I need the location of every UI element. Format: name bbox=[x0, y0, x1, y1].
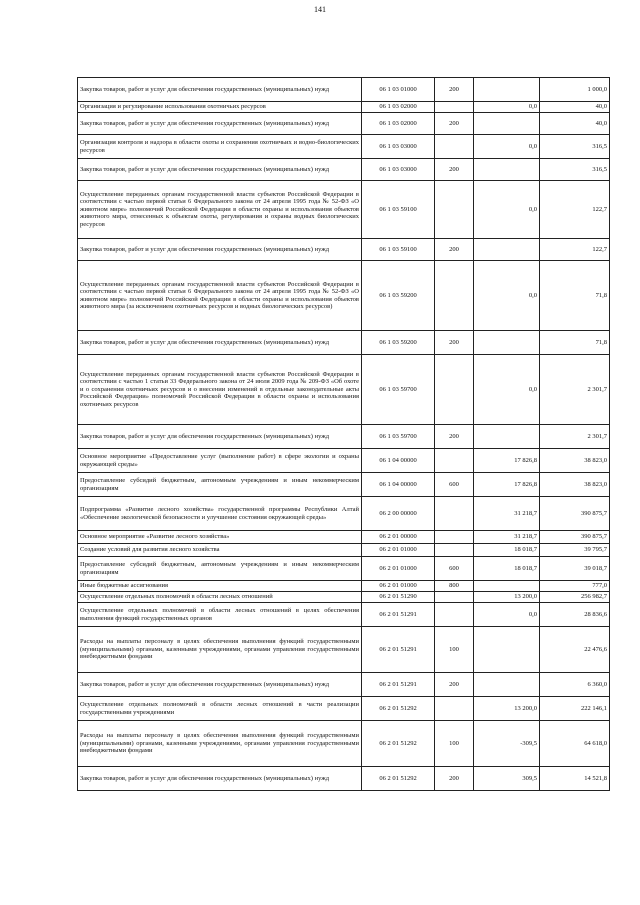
row-expense-type: 600 bbox=[435, 557, 474, 581]
row-total: 256 982,7 bbox=[540, 592, 610, 603]
row-total: 14 521,8 bbox=[540, 767, 610, 791]
row-expense-type bbox=[435, 102, 474, 113]
row-description: Предоставление субсидий бюджетным, автономным учреждениям и иным некоммерческим организациям bbox=[78, 473, 362, 497]
row-change: -309,5 bbox=[474, 721, 540, 767]
row-code: 06 2 01 51291 bbox=[362, 603, 435, 627]
row-description: Иные бюджетные ассигнования bbox=[78, 581, 362, 592]
table-row bbox=[78, 497, 610, 531]
row-change bbox=[474, 113, 540, 135]
row-change: 31 218,7 bbox=[474, 531, 540, 544]
row-change bbox=[474, 673, 540, 697]
page-number: 141 bbox=[314, 5, 326, 14]
row-description: Закупка товаров, работ и услуг для обеспечения государственных (муниципальных) нужд bbox=[78, 113, 362, 135]
table-row bbox=[78, 113, 610, 135]
row-description: Осуществление отдельных полномочий в области лесных отношений в целях обеспечения выполнения функций государственных органов bbox=[78, 603, 362, 627]
row-total: 6 360,0 bbox=[540, 673, 610, 697]
row-code: 06 1 03 59200 bbox=[362, 331, 435, 355]
table-row bbox=[78, 78, 610, 102]
row-code: 06 2 01 51291 bbox=[362, 627, 435, 673]
row-expense-type bbox=[435, 449, 474, 473]
row-change: 0,0 bbox=[474, 181, 540, 239]
table-row bbox=[78, 473, 610, 497]
row-expense-type: 200 bbox=[435, 78, 474, 102]
row-expense-type: 200 bbox=[435, 425, 474, 449]
table-row bbox=[78, 181, 610, 239]
row-description: Предоставление субсидий бюджетным, автономным учреждениям и иным некоммерческим организациям bbox=[78, 557, 362, 581]
table-row bbox=[78, 135, 610, 159]
row-total: 38 823,0 bbox=[540, 473, 610, 497]
row-expense-type: 100 bbox=[435, 721, 474, 767]
row-code: 06 2 00 00000 bbox=[362, 497, 435, 531]
row-total: 40,0 bbox=[540, 113, 610, 135]
row-change: 0,0 bbox=[474, 135, 540, 159]
row-total: 22 476,6 bbox=[540, 627, 610, 673]
row-change bbox=[474, 159, 540, 181]
row-change: 13 200,0 bbox=[474, 592, 540, 603]
table-row bbox=[78, 102, 610, 113]
table-row bbox=[78, 544, 610, 557]
row-expense-type bbox=[435, 355, 474, 425]
row-expense-type: 200 bbox=[435, 673, 474, 697]
row-total: 122,7 bbox=[540, 181, 610, 239]
row-total: 39 795,7 bbox=[540, 544, 610, 557]
table-row bbox=[78, 531, 610, 544]
row-expense-type bbox=[435, 135, 474, 159]
row-expense-type bbox=[435, 497, 474, 531]
table-row bbox=[78, 331, 610, 355]
row-total: 28 836,6 bbox=[540, 603, 610, 627]
table-row bbox=[78, 355, 610, 425]
row-total: 38 823,0 bbox=[540, 449, 610, 473]
row-change: 18 018,7 bbox=[474, 544, 540, 557]
row-expense-type: 200 bbox=[435, 113, 474, 135]
budget-table-body bbox=[78, 78, 610, 791]
row-code: 06 2 01 01000 bbox=[362, 544, 435, 557]
row-description: Организация контроля и надзора в области охоты и сохранения охотничьих и водно-биологических ресурсов bbox=[78, 135, 362, 159]
row-code: 06 1 04 00000 bbox=[362, 473, 435, 497]
row-total: 40,0 bbox=[540, 102, 610, 113]
row-expense-type bbox=[435, 603, 474, 627]
row-description: Закупка товаров, работ и услуг для обеспечения государственных (муниципальных) нужд bbox=[78, 425, 362, 449]
row-code: 06 2 01 01000 bbox=[362, 557, 435, 581]
row-description: Создание условий для развития лесного хозяйства bbox=[78, 544, 362, 557]
row-description: Закупка товаров, работ и услуг для обеспечения государственных (муниципальных) нужд bbox=[78, 767, 362, 791]
row-total: 1 000,0 bbox=[540, 78, 610, 102]
row-total: 777,0 bbox=[540, 581, 610, 592]
row-expense-type bbox=[435, 697, 474, 721]
row-change: 13 200,0 bbox=[474, 697, 540, 721]
row-change: 0,0 bbox=[474, 355, 540, 425]
row-code: 06 1 03 59100 bbox=[362, 239, 435, 261]
row-change: 17 826,8 bbox=[474, 449, 540, 473]
row-total: 222 146,1 bbox=[540, 697, 610, 721]
row-change bbox=[474, 581, 540, 592]
row-description: Основное мероприятие «Развитие лесного хозяйства» bbox=[78, 531, 362, 544]
row-code: 06 2 01 01000 bbox=[362, 581, 435, 592]
row-expense-type: 600 bbox=[435, 473, 474, 497]
table-row bbox=[78, 557, 610, 581]
row-change: 0,0 bbox=[474, 261, 540, 331]
row-description: Закупка товаров, работ и услуг для обеспечения государственных (муниципальных) нужд bbox=[78, 239, 362, 261]
row-change: 0,0 bbox=[474, 603, 540, 627]
table-row bbox=[78, 239, 610, 261]
row-description: Закупка товаров, работ и услуг для обеспечения государственных (муниципальных) нужд bbox=[78, 78, 362, 102]
row-code: 06 1 03 59700 bbox=[362, 425, 435, 449]
row-expense-type bbox=[435, 181, 474, 239]
table-row bbox=[78, 261, 610, 331]
row-total: 39 018,7 bbox=[540, 557, 610, 581]
row-code: 06 1 03 02000 bbox=[362, 113, 435, 135]
table-row bbox=[78, 159, 610, 181]
table-row bbox=[78, 592, 610, 603]
row-total: 316,5 bbox=[540, 135, 610, 159]
row-description: Осуществление переданных органам государственной власти субъектов Российской Федерации в соответствии с частью 1 статьи 33 Федерального закона от 24 июля 2009 года № 209-ФЗ «Об охоте и о сохранении охотничьих ресурсов и о внесении изменений в отдельные законодательные акты Российской Федерации» полномочий Российской Федерации в области охраны и использования охотничьих ресурсов bbox=[78, 355, 362, 425]
row-description: Закупка товаров, работ и услуг для обеспечения государственных (муниципальных) нужд bbox=[78, 331, 362, 355]
row-description: Осуществление переданных органам государственной власти субъектов Российской Федерации в соответствии с частью первой статьи 6 Федерального закона от 24 апреля 1995 года № 52-ФЗ «О животном мире» полномочий Российской Федерации в области охраны и использования объектов животного мира (за исключением охотничьих ресурсов и водных биологических ресурсов) bbox=[78, 261, 362, 331]
row-expense-type: 200 bbox=[435, 331, 474, 355]
row-change: 0,0 bbox=[474, 102, 540, 113]
row-expense-type: 200 bbox=[435, 159, 474, 181]
budget-table bbox=[77, 77, 610, 791]
row-description: Осуществление отдельных полномочий в области лесных отношений bbox=[78, 592, 362, 603]
row-code: 06 1 04 00000 bbox=[362, 449, 435, 473]
row-total: 64 618,0 bbox=[540, 721, 610, 767]
table-row bbox=[78, 767, 610, 791]
table-row bbox=[78, 627, 610, 673]
row-expense-type: 200 bbox=[435, 767, 474, 791]
row-code: 06 2 01 51291 bbox=[362, 673, 435, 697]
row-expense-type bbox=[435, 531, 474, 544]
row-description: Расходы на выплаты персоналу в целях обеспечения выполнения функций государственными (муниципальными) органами, казенными учреждениями, органами управления государственными внебюджетными фондами bbox=[78, 721, 362, 767]
row-code: 06 1 03 02000 bbox=[362, 102, 435, 113]
row-description: Расходы на выплаты персоналу в целях обеспечения выполнения функций государственными (муниципальными) органами, казенными учреждениями, органами управления государственными внебюджетными фондами bbox=[78, 627, 362, 673]
row-change: 17 826,8 bbox=[474, 473, 540, 497]
row-change: 31 218,7 bbox=[474, 497, 540, 531]
row-change: 18 018,7 bbox=[474, 557, 540, 581]
row-total: 122,7 bbox=[540, 239, 610, 261]
row-change bbox=[474, 78, 540, 102]
row-description: Закупка товаров, работ и услуг для обеспечения государственных (муниципальных) нужд bbox=[78, 673, 362, 697]
row-change bbox=[474, 627, 540, 673]
row-total: 2 301,7 bbox=[540, 355, 610, 425]
row-total: 71,8 bbox=[540, 261, 610, 331]
table-row bbox=[78, 449, 610, 473]
row-expense-type bbox=[435, 592, 474, 603]
row-code: 06 2 01 51292 bbox=[362, 721, 435, 767]
row-code: 06 1 03 01000 bbox=[362, 78, 435, 102]
row-expense-type: 100 bbox=[435, 627, 474, 673]
row-code: 06 1 03 59100 bbox=[362, 181, 435, 239]
row-total: 316,5 bbox=[540, 159, 610, 181]
row-change bbox=[474, 425, 540, 449]
row-total: 71,8 bbox=[540, 331, 610, 355]
row-total: 2 301,7 bbox=[540, 425, 610, 449]
row-code: 06 1 03 59700 bbox=[362, 355, 435, 425]
row-code: 06 2 01 51292 bbox=[362, 767, 435, 791]
row-change: 309,5 bbox=[474, 767, 540, 791]
row-expense-type bbox=[435, 544, 474, 557]
row-change bbox=[474, 331, 540, 355]
row-description: Закупка товаров, работ и услуг для обеспечения государственных (муниципальных) нужд bbox=[78, 159, 362, 181]
row-code: 06 1 03 03000 bbox=[362, 135, 435, 159]
table-row bbox=[78, 425, 610, 449]
row-code: 06 2 01 00000 bbox=[362, 531, 435, 544]
row-code: 06 1 03 03000 bbox=[362, 159, 435, 181]
row-description: Подпрограмма «Развитие лесного хозяйства» государственной программы Республики Алтай «Обеспечение экологической безопасности и улучшение состояния окружающей среды» bbox=[78, 497, 362, 531]
row-change bbox=[474, 239, 540, 261]
table-row bbox=[78, 721, 610, 767]
row-description: Осуществление отдельных полномочий в области лесных отношений в части реализации государственными учреждениями bbox=[78, 697, 362, 721]
table-row bbox=[78, 603, 610, 627]
row-code: 06 2 01 51292 bbox=[362, 697, 435, 721]
row-code: 06 1 03 59200 bbox=[362, 261, 435, 331]
row-total: 390 875,7 bbox=[540, 531, 610, 544]
row-expense-type bbox=[435, 261, 474, 331]
row-expense-type: 200 bbox=[435, 239, 474, 261]
row-expense-type: 800 bbox=[435, 581, 474, 592]
table-row bbox=[78, 673, 610, 697]
row-total: 390 875,7 bbox=[540, 497, 610, 531]
table-row bbox=[78, 697, 610, 721]
row-description: Организация и регулирование использования охотничьих ресурсов bbox=[78, 102, 362, 113]
table-row bbox=[78, 581, 610, 592]
row-description: Основное мероприятие «Предоставление услуг (выполнение работ) в сфере экологии и охраны окружающей среды» bbox=[78, 449, 362, 473]
row-code: 06 2 01 51290 bbox=[362, 592, 435, 603]
row-description: Осуществление переданных органам государственной власти субъектов Российской Федерации в соответствии с частью первой статьи 6 Федерального закона от 24 апреля 1995 года № 52-ФЗ «О животном мире» полномочий Российской Федерации в области охраны и использования объектов животного мира, отнесенных к объектам охоты, регулирования и охраны водных биологических ресурсов bbox=[78, 181, 362, 239]
